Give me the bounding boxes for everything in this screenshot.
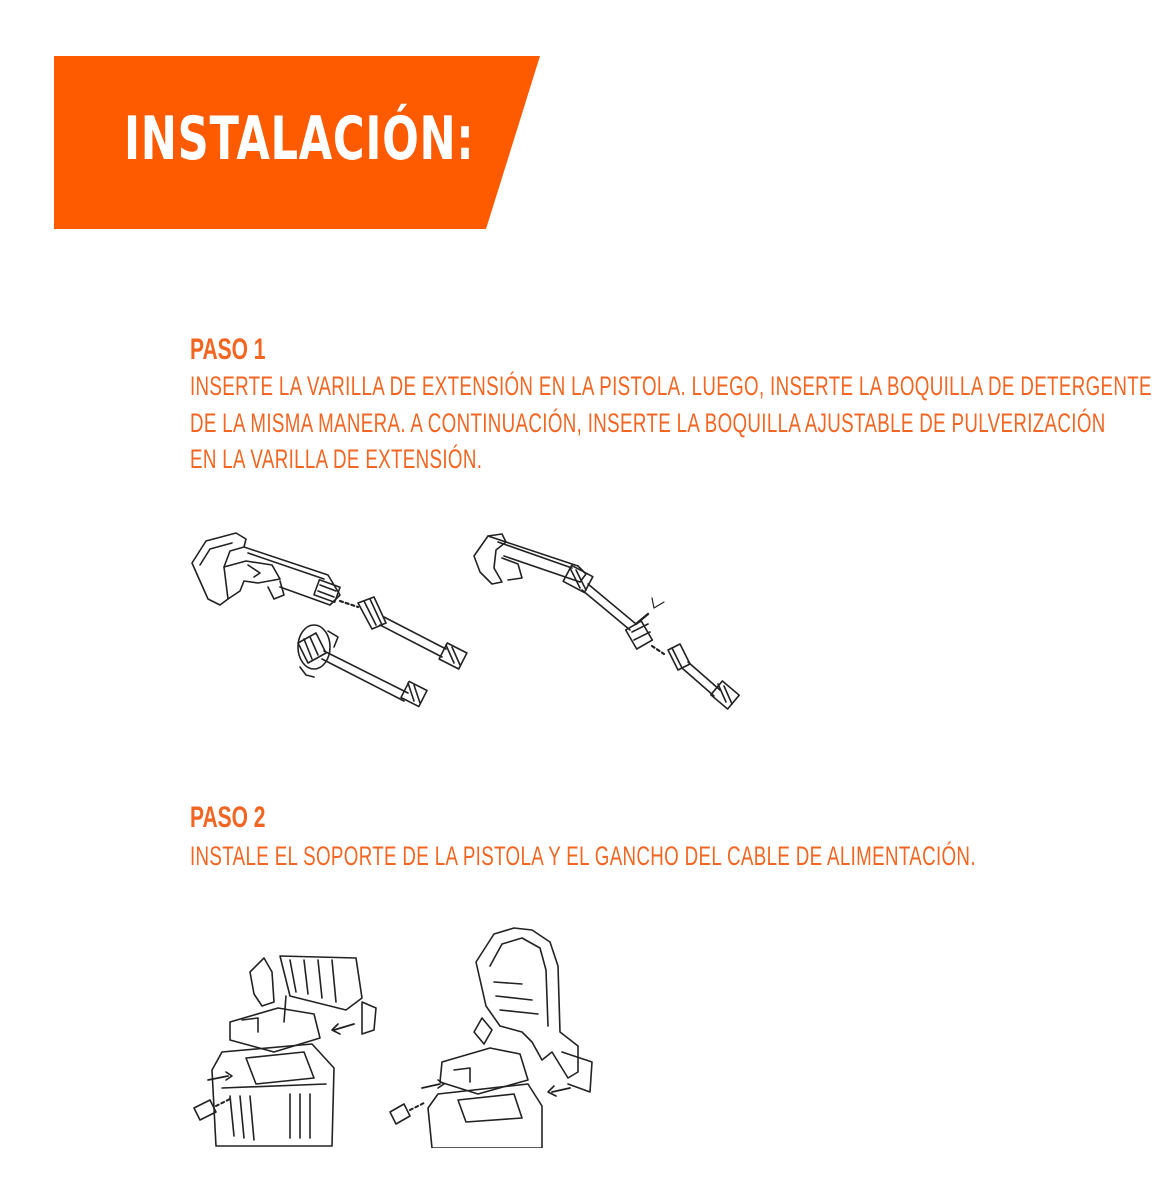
step-2-text	[190, 838, 1120, 875]
header-banner	[54, 56, 540, 229]
assembled-gun-wand-illustration	[468, 528, 753, 718]
step-2-line-1: INSTALE EL SOPORTE DE LA PISTOLA Y EL GANCHO DEL CABLE DE ALIMENTACIÓN.	[190, 841, 976, 871]
step-1-line-3: EN LA VARILLA DE EXTENSIÓN.	[190, 444, 483, 474]
cable-hook-install-illustration	[382, 922, 612, 1148]
spray-gun-assembly-illustration	[188, 525, 478, 715]
step-2-title: PASO 2	[190, 801, 266, 834]
step-1-text	[190, 368, 1152, 478]
step-1-line-1: INSERTE LA VARILLA DE EXTENSIÓN EN LA PISTOLA. LUEGO, INSERTE LA BOQUILLA DE DETERGENTE	[190, 371, 1152, 401]
step-1-line-2: DE LA MISMA MANERA. A CONTINUACIÓN, INSERTE LA BOQUILLA AJUSTABLE DE PULVERIZACIÓN	[190, 407, 1106, 438]
step-1-title: PASO 1	[190, 333, 266, 366]
page-title: INSTALACIÓN:	[124, 104, 475, 174]
gun-holder-install-illustration	[186, 948, 386, 1148]
